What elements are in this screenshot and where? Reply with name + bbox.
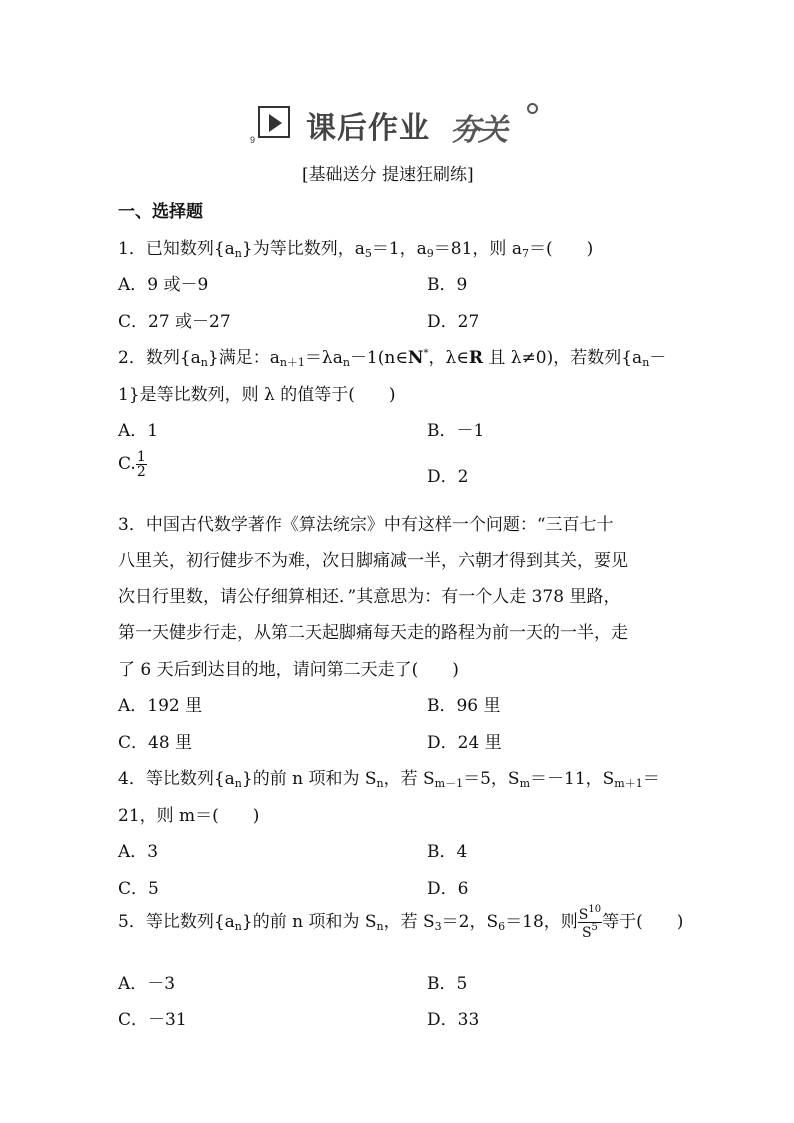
question-2-stem-line-2: 1}是等比数列，则 λ 的值等于( )	[118, 385, 396, 405]
question-1-option-c: C．27 或－27	[118, 312, 231, 332]
question-5-option-a: A．－3	[118, 974, 176, 994]
question-3-stem-line-2: 八里关，初行健步不为难，次日脚痛减一半，六朝才得到其关，要见	[118, 551, 628, 571]
registered-mark-icon	[527, 103, 538, 114]
question-3-option-b: B．96 里	[427, 696, 501, 716]
question-5-fraction: $\frac{S^{10}}{S^5}$	[578, 904, 602, 941]
brand-logo-text: 夯关	[450, 113, 506, 148]
question-3-stem-line-5: 了 6 天后到达目的地，请问第二天走了( )	[118, 660, 459, 680]
header-small-number: 9	[250, 135, 256, 145]
question-4-option-b: B．4	[427, 842, 468, 862]
question-5-option-c: C．－31	[118, 1010, 187, 1030]
page-subtitle: [基础送分 提速狂刷练]	[302, 165, 474, 185]
question-3-stem-line-1: 3．中国古代数学著作《算法统宗》中有这样一个问题：“三百七十	[118, 515, 614, 535]
question-4-option-a: A．3	[118, 842, 159, 862]
header-banner	[250, 103, 550, 149]
question-3-stem-line-3: 次日行里数，请公仔细算相还．”其意思为：有一个人走 378 里路，	[118, 587, 621, 607]
question-5-option-b: B．5	[427, 974, 468, 994]
question-2-option-b: B．－1	[427, 421, 485, 441]
question-1-option-d: D．27	[427, 312, 480, 332]
question-4-stem-line-2: 21，则 m＝( )	[118, 806, 260, 826]
question-1-option-a: A．9 或－9	[118, 275, 209, 295]
question-4-stem-line-1: 4．等比数列$\{a_n\}$的前 n 项和为 $S_n$，若 $S_{m-1}=5$，$S_m=-11$，$S_{m+1}=$	[118, 769, 660, 790]
question-4-option-c: C．5	[118, 879, 159, 899]
play-icon	[258, 106, 290, 138]
question-4-option-d: D．6	[427, 879, 469, 899]
question-2-option-c: C. $\frac{1}{2}$	[118, 449, 146, 480]
question-3-option-a: A．192 里	[118, 696, 203, 716]
question-5-option-d: D．33	[427, 1010, 480, 1030]
question-3-stem-line-4: 第一天健步行走，从第二天起脚痛每天走的路程为前一天的一半，走	[118, 623, 628, 643]
question-3-option-d: D．24 里	[427, 733, 502, 753]
question-5-stem: 5．等比数列$\{a_n\}$的前 n 项和为 $S_n$，若 $S_3=2$，$S_6=18$，则 $\frac{S^{10}}{S^5}$ 等于( )	[118, 904, 684, 941]
question-2-stem-line-1: 2．数列$\{a_n\}$满足：$a_{n+1}=\lambda a_n-1(n\in N^*$，λ∈R 且 λ≠0)，若数列{$a_n-$	[118, 348, 667, 369]
section-title: 一、选择题	[118, 202, 203, 222]
question-1-option-b: B．9	[427, 275, 468, 295]
question-3-option-c: C．48 里	[118, 733, 193, 753]
question-1-stem: 1．已知数列$\{a_n\}$为等比数列，$a_5=1$，$a_9=81$，则 $a_7=$( )	[118, 239, 594, 260]
question-2-option-d: D．2	[427, 467, 469, 487]
header-title: 课后作业	[306, 111, 430, 146]
question-2-option-a: A．1	[118, 421, 159, 441]
